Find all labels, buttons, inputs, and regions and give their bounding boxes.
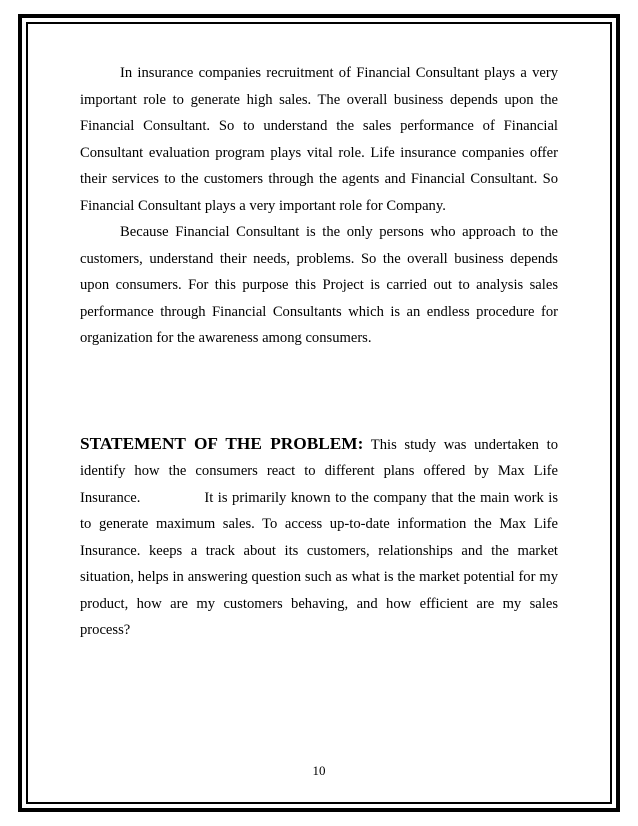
problem-text-part1: This study was undertaken to identify how the consumers react to different plans offered by Max Life Insurance. [80,436,558,506]
problem-statement-paragraph [80,431,558,644]
page-number: 10 [312,763,326,778]
problem-heading: STATEMENT OF THE PROBLEM: [80,433,364,453]
problem-text-part2: It is primarily known to the company that the main work is to generate maximum sales. To access up-to-date information the Max Life Insurance. keeps a track about its customers, relationships and the market situation, helps in answering question such as what is the market potential for my product, how are my customers behaving, and how efficient are my sales process? [80,489,558,638]
section-gap [80,352,558,431]
intro-paragraph: In insurance companies recruitment of Financial Consultant plays a very important role to generate high sales. The overall business depends upon the Financial Consultant. So to understand the sales performance of Financial Consultant evaluation program plays vital role. Life insurance companies offer their services to the customers through the agents and Financial Consultant. So Financial Consultant plays a very important role for Company. [80,65,558,214]
page-content [80,60,558,644]
consultant-paragraph: Because Financial Consultant is the only persons who approach to the customers, understand their needs, problems. So the overall business depends upon consumers. For this purpose this Project is carried out to analysis sales performance through Financial Consultants which is an endless procedure for organization for the awareness among consumers. [80,224,558,346]
